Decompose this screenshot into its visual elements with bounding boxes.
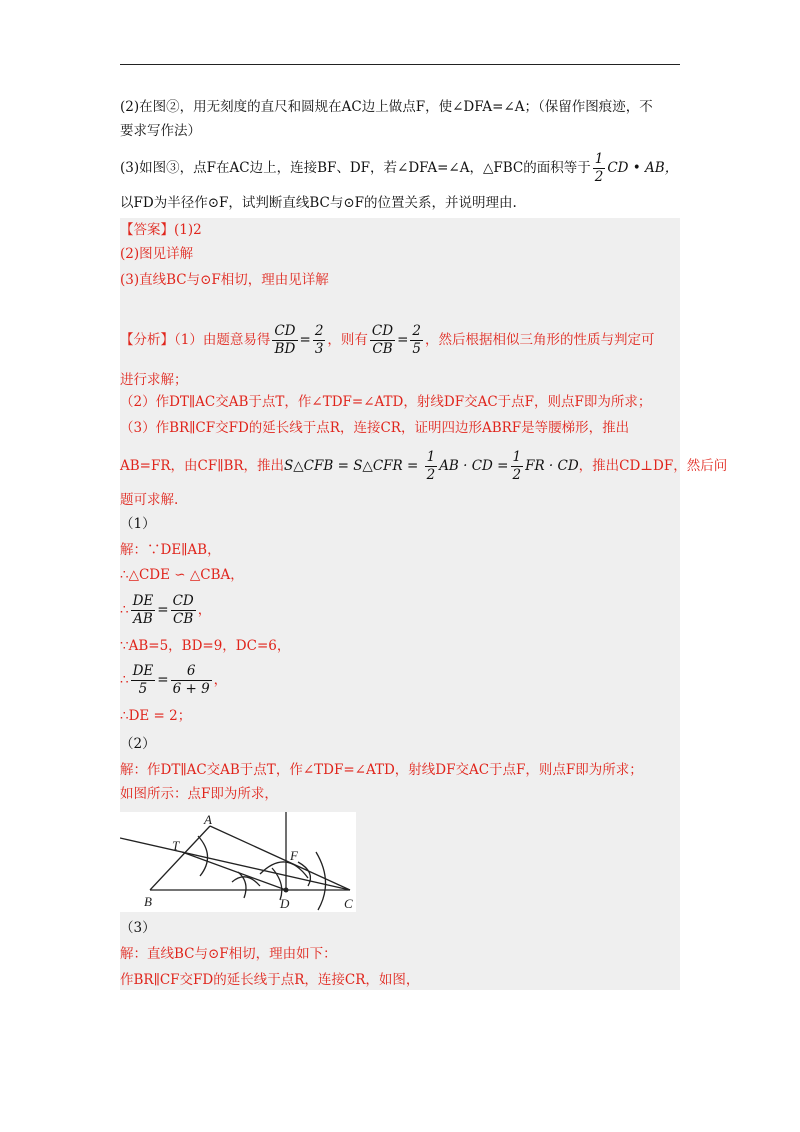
solution-3-l2: 作BR∥CF交FD的延长线于点R，连接CR，如图， <box>120 972 420 988</box>
solution-1-l6: ∴DE = 2； <box>120 708 192 724</box>
question-3-line2: 以FD为半径作⊙F，试判断直线BC与⊙F的位置关系，并说明理由. <box>120 195 517 211</box>
solution-2-l1: 解：作DT∥AC交AB于点T，作∠TDF=∠ATD，射线DF交AC于点F，则点F即为所求； <box>120 762 643 778</box>
analysis-line6: 题可求解. <box>120 492 179 508</box>
analysis-line2: 进行求解； <box>120 372 188 388</box>
label-a: A <box>204 812 212 827</box>
question-3-line1: (3)如图③，点F在AC边上，连接BF、DF，若∠DFA=∠A，△FBC的面积等于 $\frac{1}{2}$ CD • AB， <box>120 151 679 185</box>
label-d: D <box>280 896 290 911</box>
fraction-half: $\frac{1}{2}$ <box>594 151 604 185</box>
fraction-cd-bd: $\frac{CD}{BD}$ <box>274 323 296 357</box>
solution-2-l2: 如图所示：点F即为所求， <box>120 786 278 802</box>
label-f: F <box>290 848 298 863</box>
solution-3-head: （3） <box>120 920 156 936</box>
construction-diagram <box>120 812 356 912</box>
solution-1-l3: ∴ $\frac{DE}{AB}$ = $\frac{CD}{CB}$ ， <box>120 593 212 627</box>
arc-7 <box>316 852 326 910</box>
fraction-de-ab: $\frac{DE}{AB}$ <box>132 593 154 627</box>
solution-1-head: （1） <box>120 516 156 532</box>
fraction-half-a: $\frac{1}{2}$ <box>426 449 436 483</box>
fraction-two-fifths: $\frac{2}{5}$ <box>412 323 421 357</box>
analysis-line4: （3）作BR∥CF交FD的延长线于点R，连接CR，证明四边形ABRF是等腰梯形，推出 <box>120 420 630 436</box>
long-ray <box>120 838 350 890</box>
fraction-6-15: $\frac{6}{6 + 9}$ <box>172 663 210 697</box>
construction-figure <box>120 812 356 912</box>
solution-3-l1: 解：直线BC与⊙F相切，理由如下： <box>120 946 337 962</box>
point-d <box>284 888 289 893</box>
analysis-line5: AB=FR，由CF∥BR，推出S△CFB = S△CFR = $\frac{1}{2}$ AB · CD = $\frac{1}{2}$ FR · CD，推出CD⊥DF，然后问 <box>120 449 728 483</box>
arc-3 <box>238 872 246 898</box>
solution-1-l2: ∴△CDE ∽ △CBA， <box>120 567 244 583</box>
question-2-line2: 要求写作法） <box>120 123 201 139</box>
label-c: C <box>344 896 353 911</box>
fraction-half-b: $\frac{1}{2}$ <box>512 449 522 483</box>
fraction-de-5: $\frac{DE}{5}$ <box>132 663 154 697</box>
analysis-line3: （2）作DT∥AC交AB于点T，作∠TDF=∠ATD，射线DF交AC于点F，则点F即为所求； <box>120 394 652 410</box>
label-t: T <box>172 838 180 853</box>
line-dt <box>182 852 286 890</box>
solution-1-l1: 解：∵DE∥AB， <box>120 542 221 558</box>
answer-label: 【答案】(1)2 <box>120 222 202 238</box>
header-rule <box>120 64 680 65</box>
solution-1-l4: ∵AB=5，BD=9，DC=6， <box>120 638 291 654</box>
answer-3: (3)直线BC与⊙F相切，理由见详解 <box>120 272 329 288</box>
label-b: B <box>144 894 152 909</box>
question-2-line1: (2)在图②，用无刻度的直尺和圆规在AC边上做点F，使∠DFA=∠A；（保留作图痕迹，不 <box>120 99 653 115</box>
solution-1-l5: ∴ $\frac{DE}{5}$ = $\frac{6}{6 + 9}$ ， <box>120 663 228 697</box>
answer-2: (2)图见详解 <box>120 246 194 262</box>
fraction-cd-cb: $\frac{CD}{CB}$ <box>371 323 394 357</box>
fraction-cd-cb-2: $\frac{CD}{CB}$ <box>172 593 194 627</box>
fraction-two-thirds: $\frac{2}{3}$ <box>314 323 324 357</box>
solution-2-head: （2） <box>120 736 156 752</box>
side-ba <box>150 826 210 890</box>
analysis-line1: 【分析】（1）由题意易得 $\frac{CD}{BD}$ = $\frac{2}{3}$ ，则有 $\frac{CD}{CB}$ = $\frac{2}{5}$ ，然后根据相似三角形的性质与判定可 <box>120 323 655 357</box>
